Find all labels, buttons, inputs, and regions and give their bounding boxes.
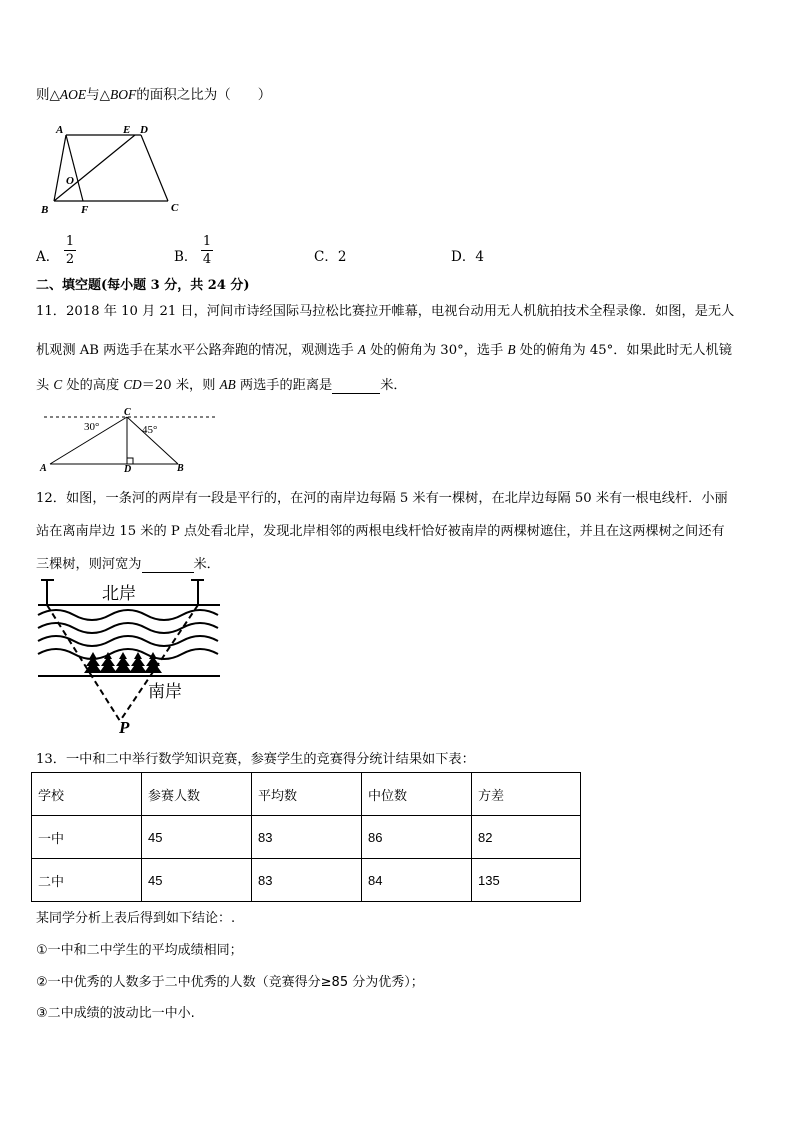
table-cell: 86: [362, 816, 472, 859]
option-d-label: D．4: [451, 249, 484, 265]
vertex-c-label: C: [171, 202, 179, 214]
point-e-label: E: [123, 124, 131, 136]
conclusion-3: ③二中成绩的波动比一中小.: [36, 1006, 195, 1021]
vertex-b-label: B: [41, 204, 49, 216]
point-a-label: A: [40, 463, 47, 474]
point-b-label: B: [177, 463, 184, 474]
fraction-numerator: 1: [202, 234, 212, 249]
option-a-label: A．: [36, 249, 60, 265]
q10-suffix: 的面积之比为（ ）: [136, 87, 272, 103]
triangle-bof: BOF: [110, 87, 137, 102]
table-cell: 84: [362, 859, 472, 902]
fraction-denominator: 4: [202, 252, 212, 267]
answer-blank[interactable]: [142, 557, 194, 573]
table-cell: 一中: [32, 816, 142, 859]
section-heading: 二、填空题(每小题 3 分，共 24 分): [36, 278, 250, 293]
table-cell: 45: [142, 816, 252, 859]
vertex-d-label: D: [140, 124, 148, 136]
header-cell: 参赛人数: [142, 773, 252, 816]
header-cell: 平均数: [252, 773, 362, 816]
q10-trapezoid-figure: [36, 118, 196, 218]
option-b[interactable]: [174, 245, 197, 265]
conclusion-1: ①一中和二中学生的平均成绩相同；: [36, 943, 243, 958]
table-cell: 45: [142, 859, 252, 902]
table-row: [32, 859, 581, 902]
option-a-fraction: [64, 234, 76, 267]
q10-question-tail: [36, 83, 271, 103]
q13-intro: 13．一中和二中举行数学知识竞赛，参赛学生的竞赛得分统计结果如下表：: [36, 752, 475, 767]
table-row: [32, 816, 581, 859]
q12-river-figure: [36, 573, 226, 735]
score-statistics-table: [31, 772, 581, 902]
tree-icon: [114, 652, 132, 673]
table-cell: 83: [252, 816, 362, 859]
q12-line-2: 站在离南岸边 15 米的 P 点处看北岸，发现北岸相邻的两根电线杆恰好被南岸的两棵树遮住，并且在这两棵树之间还有: [36, 524, 725, 539]
q11-depression-angle-figure: [36, 408, 221, 474]
fraction-denominator: 2: [65, 252, 75, 267]
triangle-symbol: △: [49, 87, 60, 103]
point-o-label: O: [66, 175, 74, 187]
table-cell: 135: [472, 859, 581, 902]
tree-icon: [129, 652, 147, 673]
angle-30-label: 30°: [84, 421, 100, 433]
point-f-label: F: [81, 204, 89, 216]
table-cell: 82: [472, 816, 581, 859]
north-bank-label: 北岸: [102, 584, 136, 604]
header-cell: 学校: [32, 773, 142, 816]
q12-line-1: 12．如图，一条河的两岸有一段是平行的，在河的南岸边每隔 5 米有一棵树，在北岸边每隔 50 米有一根电线杆．小丽: [36, 491, 728, 506]
q11-line-1: 11．2018 年 10 月 21 日，河间市诗经国际马拉松比赛拉开帷幕，电视台动用无人机航拍技术全程录像．如图，是无人: [36, 304, 735, 319]
triangle-aoe: AOE: [59, 87, 87, 102]
q10-mid: 与: [86, 87, 100, 103]
point-p-label: P: [119, 718, 130, 735]
option-c-label: C．2: [314, 249, 347, 265]
table-header-row: [32, 773, 581, 816]
q11-line-3: 头 C 处的高度 CD＝20 米，则 AB 两选手的距离是 米．: [36, 377, 407, 393]
option-c[interactable]: [314, 245, 346, 265]
answer-blank[interactable]: [332, 378, 380, 394]
header-cell: 中位数: [362, 773, 472, 816]
triangle-symbol: △: [99, 87, 111, 103]
option-b-label: B．: [174, 249, 198, 265]
option-d[interactable]: [451, 245, 484, 265]
q11-line-2: 机观测 AB 两选手在某水平公路奔跑的情况，观测选手 A 处的俯角为 30°，选手 B 处的俯角为 45°．如果此时无人机镜: [36, 342, 732, 358]
point-d-label: D: [124, 464, 132, 474]
option-a[interactable]: [36, 245, 59, 265]
angle-45-label: 45°: [142, 424, 158, 436]
table-cell: 二中: [32, 859, 142, 902]
point-c-label: C: [124, 408, 131, 418]
vertex-a-label: A: [56, 124, 64, 136]
conclusion-2: ②一中优秀的人数多于二中优秀的人数（竞赛得分≥85 分为优秀）；: [36, 975, 424, 990]
option-b-fraction: [201, 234, 213, 267]
header-cell: 方差: [472, 773, 581, 816]
q13-analysis-intro: 某同学分析上表后得到如下结论：.: [36, 911, 236, 926]
q12-line-3: 三棵树，则河宽为 米．: [36, 557, 220, 572]
fraction-numerator: 1: [65, 234, 75, 249]
tree-icon: [84, 652, 102, 673]
q10-prefix: 则: [36, 87, 50, 103]
table-cell: 83: [252, 859, 362, 902]
tree-icon: [99, 652, 117, 673]
south-bank-label: 南岸: [148, 682, 182, 702]
